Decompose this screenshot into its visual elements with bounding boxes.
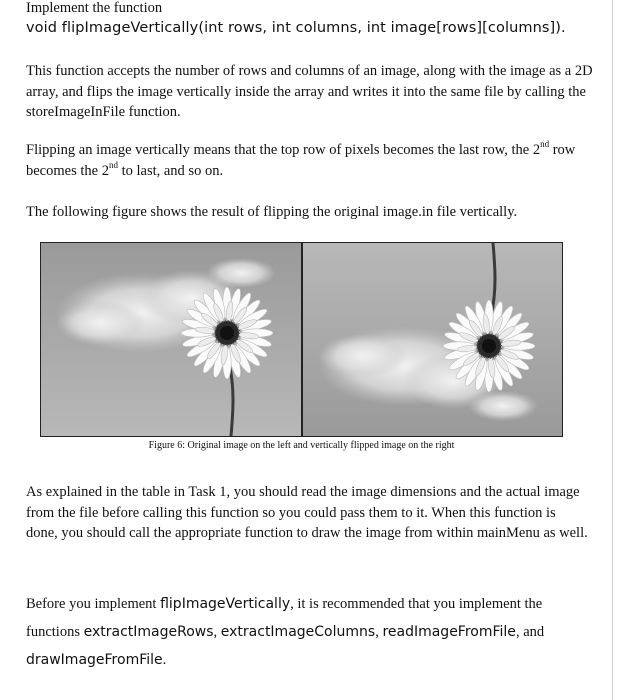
paragraph-flip-definition: Flipping an image vertically means that the top row of pixels becomes the last row, the 2nd row becomes the 2nd to last, and so on.	[26, 139, 576, 179]
section-title: Implement the function	[26, 0, 163, 16]
paragraph-instructions: As explained in the table in Task 1, you should read the image dimensions and the actual image from the file before calling this function so you could pass them to it. When this function is done, you should call the appropriate function to draw the image from within mainMenu as well.	[26, 484, 588, 541]
code-flipImageVertically: flipImageVertically	[160, 596, 291, 612]
figure-flip-comparison	[40, 242, 563, 437]
flipped-flower-icon	[443, 300, 535, 392]
code-extractImageRows: extractImageRows	[83, 624, 214, 640]
paragraph-figure-intro: The following figure shows the result of flipping the original image.in file vertically.	[26, 204, 518, 220]
paragraph-description: This function accepts the number of rows and columns of an image, along with the image as a 2D array, and flips the image vertically inside the array and writes it into the same file by calling the storeImageInFile function.	[26, 63, 593, 120]
figure-caption: Figure 6: Original image on the left and vertically flipped image on the right	[148, 440, 455, 451]
flower-icon	[181, 287, 273, 379]
code-extractImageColumns: extractImageColumns	[220, 624, 376, 640]
paragraph-recommendation: Before you implement flipImageVertically, it is recommended that you implement the functions extractImageRows, extractImageColumns, readImageFromFile, and drawImageFromFile.	[26, 596, 545, 668]
original-image	[41, 243, 301, 436]
code-readImageFromFile: readImageFromFile	[382, 624, 516, 640]
code-drawImageFromFile: drawImageFromFile	[26, 652, 163, 668]
function-signature: void flipImageVertically(int rows, int columns, int image[rows][columns]).	[26, 20, 566, 36]
flipped-image	[303, 243, 562, 436]
